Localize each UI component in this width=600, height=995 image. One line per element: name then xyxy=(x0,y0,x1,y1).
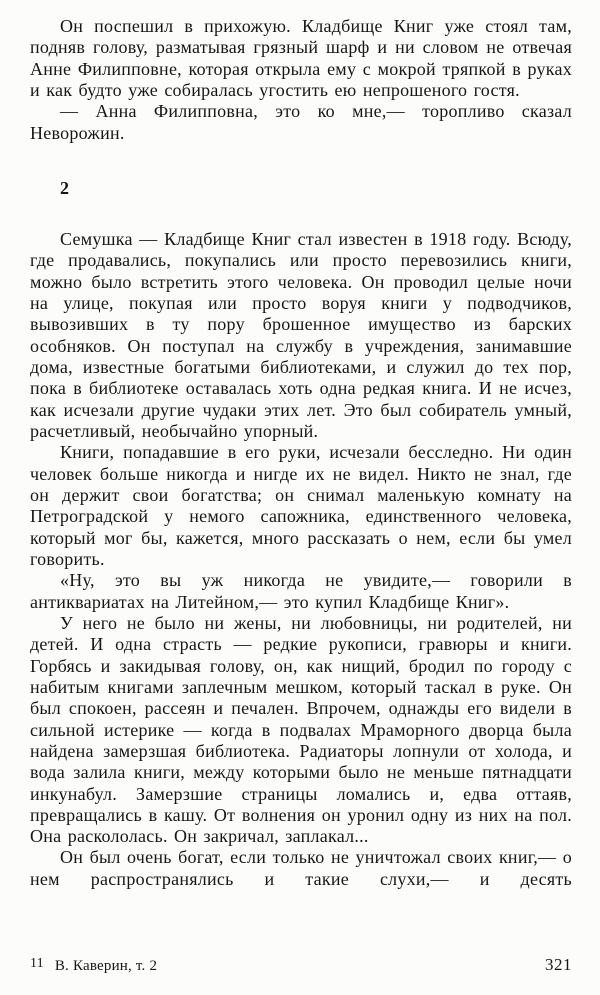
paragraph: У него не было ни жены, ни любовницы, ни родителей, ни детей. И одна страсть — редкие рукописи, гравюры и книги. Горбясь и закидывая голову, он, как нищий, бродил по городу с набитым книгами заплечным мешком, который таскал в руке. Он был спокоен, рассеян и печален. Впрочем, однажды его видели в сильной истерике — когда в подвалах Мраморного дворца была найдена замерзшая библиотека. Радиаторы лопнули от холода, и вода залила книги, между которыми было не меньше пятнадцати инкунабул. Замерзшие страницы ломались и, едва оттаяв, превращались в кашу. От волнения он уронил одну из них на пол. Она раскололась. Он закричал, заплакал... xyxy=(30,612,572,847)
paragraph: Он был очень богат, если только не уничтожал своих книг,— о нем распространялись и такие слухи,— и десять xyxy=(30,847,572,889)
signature-number: 11 xyxy=(30,956,44,971)
page-footer xyxy=(30,955,572,975)
printers-signature-line xyxy=(30,958,157,975)
paragraph: Книги, попадавшие в его руки, исчезали бесследно. Ни один человек больше никогда и нигде их не видел. Никто не знал, где он держит свои богатства; он снимал маленькую комнату на Петроградской у немого сапожника, единственного человека, который мог бы, кажется, много рассказать о нем, если бы умел говорить. xyxy=(30,442,572,569)
paragraph-quote: «Ну, это вы уж никогда не увидите,— говорили в антиквариатах на Литейном,— это купил Кладбище Книг». xyxy=(30,570,572,612)
paragraph: Он поспешил в прихожую. Кладбище Книг уже стоял там, подняв голову, разматывая грязный шарф и ни словом не отвечая Анне Филипповне, которая открыла ему с мокрой тряпкой в руках и как будто уже собиралась угостить ею непрошеного гостя. xyxy=(30,16,572,100)
section-number: 2 xyxy=(60,177,70,198)
paragraph: Семушка — Кладбище Книг стал известен в 1918 году. Всюду, где продавались, покупались или просто перевозились книги, можно было встретить этого человека. Он проводил целые ночи на улице, покупая или просто воруя книги у подводчиков, вывозивших в ту пору брошенное имущество из барских особняков. Он поступал на службу в учреждения, занимавшие дома, известные богатыми библиотеками, и служил до тех пор, пока в библиотеке оставалась хоть одна редкая книга. И не исчез, как исчезали другие чудаки этих лет. Это был собиратель умный, расчетливый, необычайно упорный. xyxy=(30,228,572,441)
paragraph-dialogue: — Анна Филипповна, это ко мне,— торопливо сказал Неворожин. xyxy=(30,101,572,143)
edition-label: В. Каверин, т. 2 xyxy=(54,958,158,974)
page-number: 321 xyxy=(545,955,572,974)
page-text xyxy=(30,16,572,890)
